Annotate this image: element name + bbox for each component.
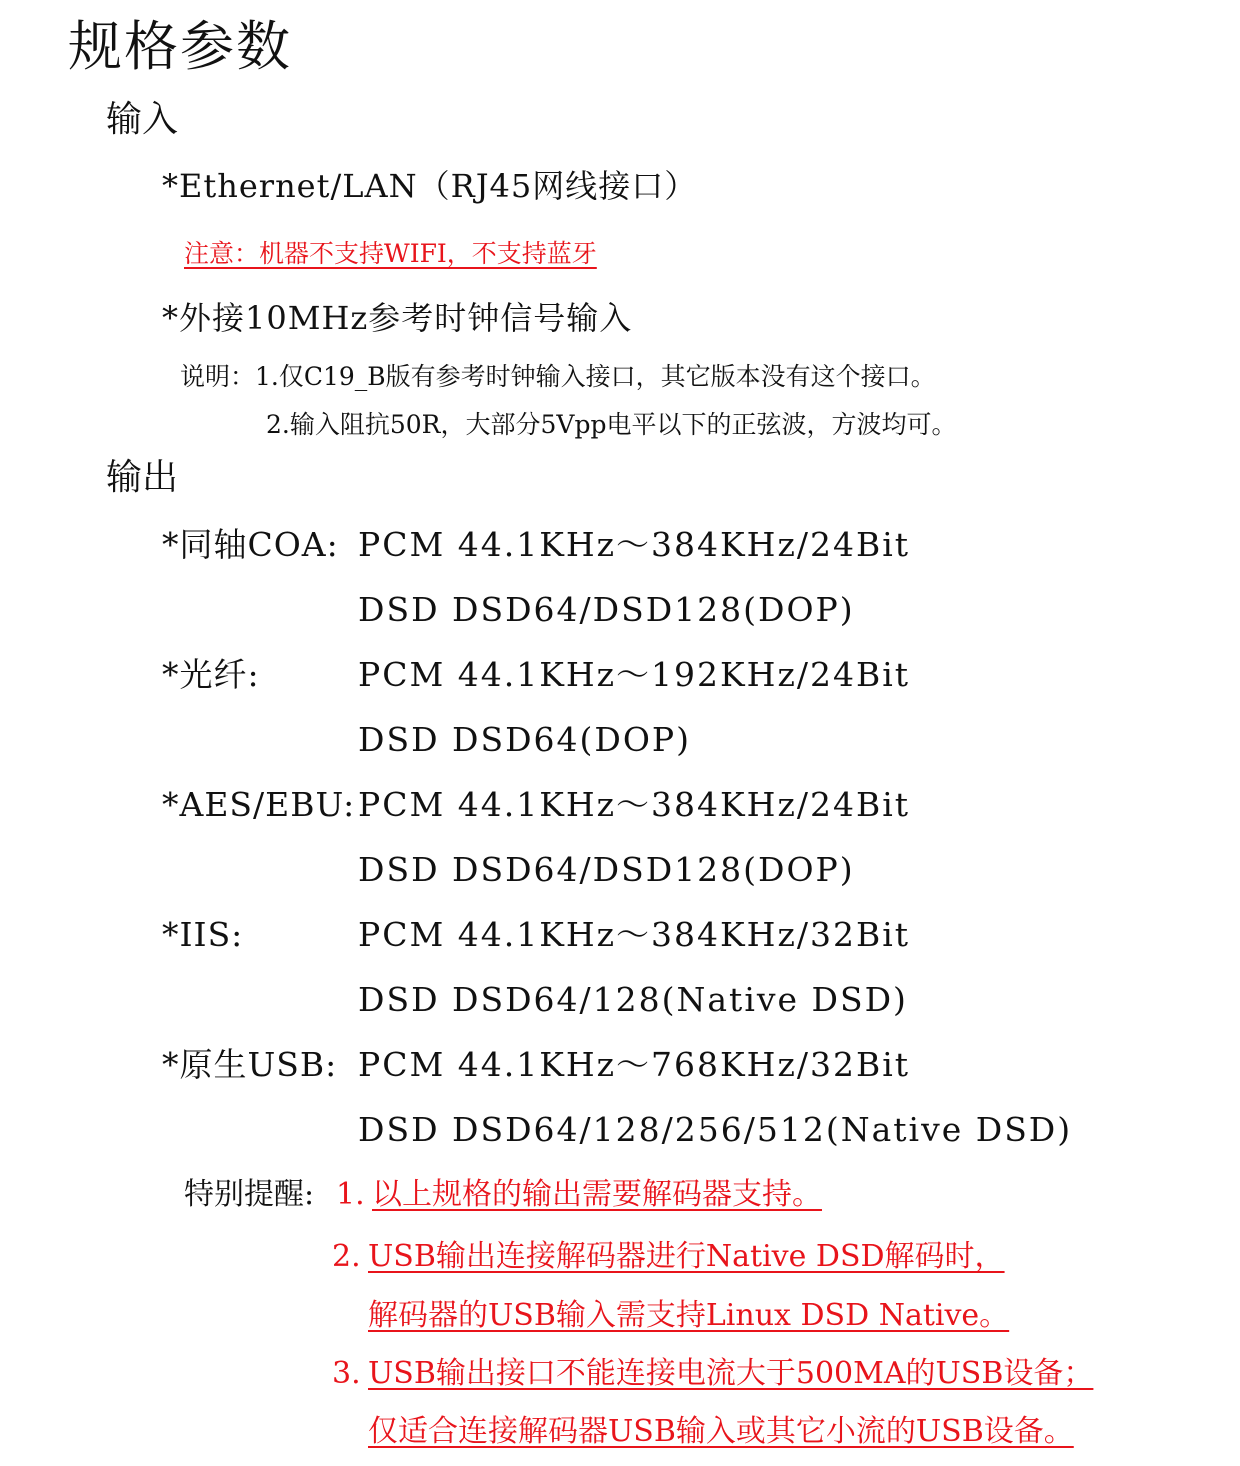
- output-label-usb: *原生USB:: [162, 1045, 338, 1084]
- output-label-coax: *同轴COA:: [162, 525, 339, 564]
- output-label-aes: *AES/EBU:: [162, 785, 356, 824]
- output-dsd-optical: DSD DSD64(DOP): [358, 720, 691, 759]
- output-dsd-usb: DSD DSD64/128/256/512(Native DSD): [358, 1110, 1073, 1149]
- reminder-number-2: 2.: [332, 1239, 361, 1274]
- reminder-item-1: 以上规格的输出需要解码器支持。: [372, 1177, 822, 1212]
- output-dsd-iis: DSD DSD64/128(Native DSD): [358, 980, 908, 1019]
- reminder-item-3-line-2: 仅适合连接解码器USB输入或其它小流的USB设备。: [368, 1414, 1074, 1449]
- output-label-iis: *IIS:: [162, 915, 244, 954]
- reminder-label: 特别提醒:: [184, 1177, 315, 1212]
- output-dsd-coax: DSD DSD64/DSD128(DOP): [358, 590, 855, 629]
- reminder-number-1: 1.: [336, 1177, 365, 1212]
- ethernet-spec: *Ethernet/LAN（RJ45网线接口）: [162, 167, 698, 205]
- output-pcm-usb: PCM 44.1KHz～768KHz/32Bit: [358, 1045, 911, 1084]
- reminder-item-3-line-1: USB输出接口不能连接电流大于500MA的USB设备；: [368, 1356, 1094, 1391]
- output-pcm-coax: PCM 44.1KHz～384KHz/24Bit: [358, 525, 911, 564]
- clock-note-1: 说明：1.仅C19_B版有参考时钟输入接口，其它版本没有这个接口。: [180, 362, 936, 391]
- output-dsd-aes: DSD DSD64/DSD128(DOP): [358, 850, 855, 889]
- reminder-item-2-line-2: 解码器的USB输入需支持Linux DSD Native。: [368, 1298, 1010, 1333]
- reminder-item-2-line-1: USB输出连接解码器进行Native DSD解码时，: [368, 1239, 1005, 1274]
- clock-note-2: 2.输入阻抗50R，大部分5Vpp电平以下的正弦波，方波均可。: [266, 410, 957, 439]
- reminder-number-3: 3.: [332, 1356, 361, 1391]
- output-pcm-optical: PCM 44.1KHz～192KHz/24Bit: [358, 655, 911, 694]
- input-heading: 输入: [106, 99, 179, 140]
- output-heading: 输出: [106, 457, 179, 498]
- page-title: 规格参数: [68, 15, 292, 78]
- output-pcm-iis: PCM 44.1KHz～384KHz/32Bit: [358, 915, 911, 954]
- clock-input-spec: *外接10MHz参考时钟信号输入: [162, 299, 633, 337]
- output-pcm-aes: PCM 44.1KHz～384KHz/24Bit: [358, 785, 911, 824]
- wifi-note: 注意：机器不支持WIFI，不支持蓝牙: [184, 239, 597, 268]
- output-label-optical: *光纤:: [162, 655, 260, 694]
